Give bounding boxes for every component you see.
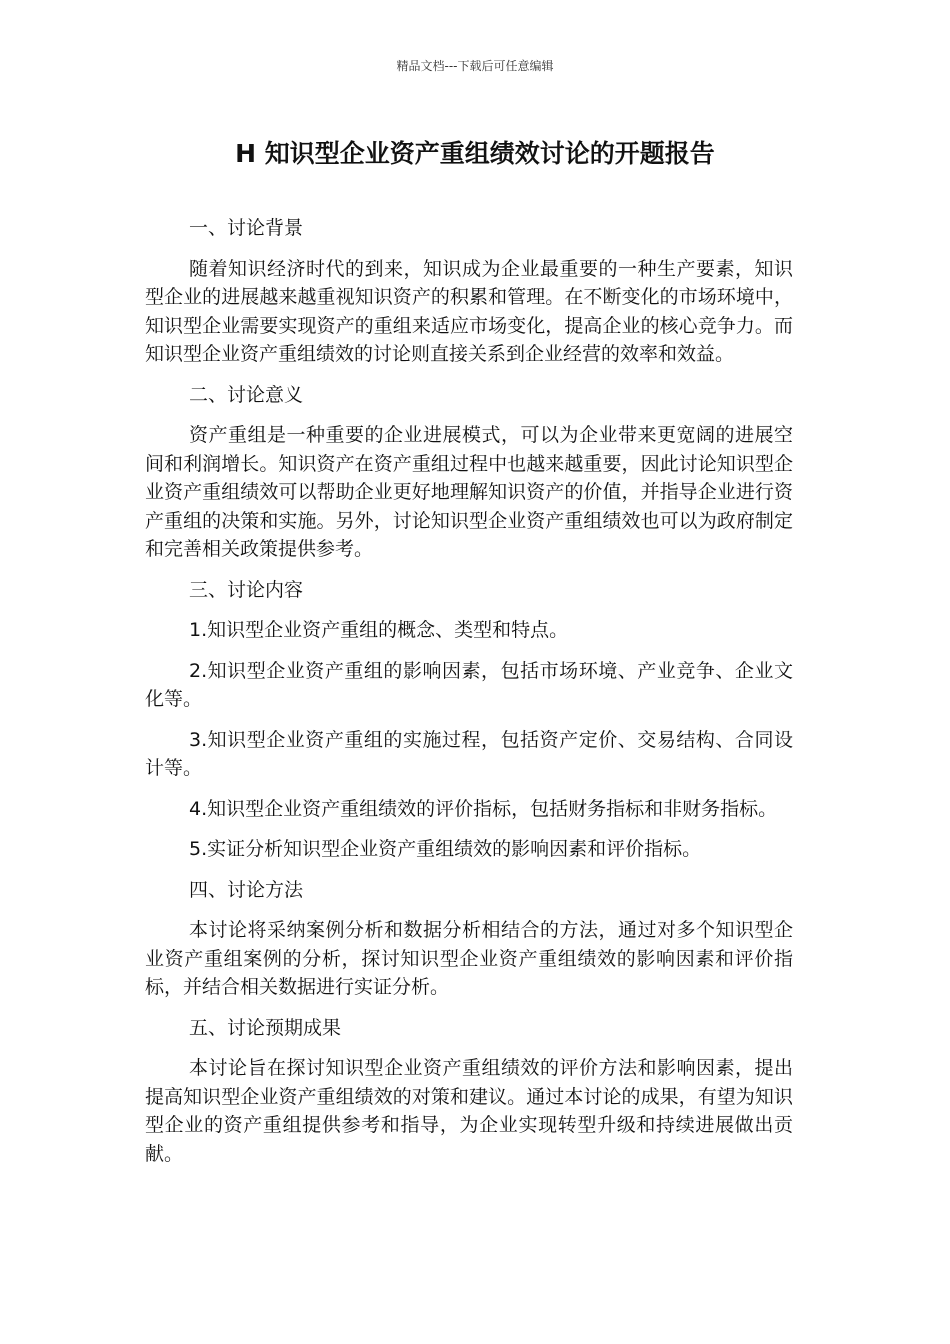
paragraph-background: 随着知识经济时代的到来，知识成为企业最重要的一种生产要素，知识型企业的进展越来越重视知识资产的积累和管理。在不断变化的市场环境中，知识型企业需要实现资产的重组来适应市场变化，提高企业的核心竞争力。而知识型企业资产重组绩效的讨论则直接关系到企业经营的效率和效益。 [145,257,793,365]
header-note: 精品文档---下载后可任意编辑 [396,59,554,73]
section-heading-content: 三、讨论内容 [189,578,304,601]
content-item-2: 2.知识型企业资产重组的影响因素，包括市场环境、产业竞争、企业文化等。 [145,659,793,710]
section-heading-background: 一、讨论背景 [189,217,304,239]
paragraph-expected-results: 本讨论旨在探讨知识型企业资产重组绩效的评价方法和影响因素，提出提高知识型企业资产重组绩效的对策和建议。通过本讨论的成果，有望为知识型企业的资产重组提供参考和指导，为企业实现转型升级和持续进展做出贡献。 [145,1057,793,1165]
paragraph-method: 本讨论将采纳案例分析和数据分析相结合的方法，通过对多个知识型企业资产重组案例的分析，探讨知识型企业资产重组绩效的影响因素和评价指标，并结合相关数据进行实证分析。 [145,919,793,998]
document-body [145,214,793,1180]
section-heading-significance: 二、讨论意义 [189,383,304,406]
section-heading-expected-results: 五、讨论预期成果 [189,1016,342,1039]
content-item-3: 3.知识型企业资产重组的实施过程，包括资产定价、交易结构、合同设计等。 [145,728,793,779]
content-item-5: 5.实证分析知识型企业资产重组绩效的影响因素和评价指标。 [189,838,702,860]
paragraph-significance: 资产重组是一种重要的企业进展模式，可以为企业带来更宽阔的进展空间和利润增长。知识资产在资产重组过程中也越来越重要，因此讨论知识型企业资产重组绩效可以帮助企业更好地理解知识资产的价值，并指导企业进行资产重组的决策和实施。另外，讨论知识型企业资产重组绩效也可以为政府制定和完善相关政策提供参考。 [145,424,793,560]
section-heading-method: 四、讨论方法 [189,878,304,901]
content-item-4: 4.知识型企业资产重组绩效的评价指标，包括财务指标和非财务指标。 [189,797,778,820]
document-title: H 知识型企业资产重组绩效讨论的开题报告 [235,139,715,168]
content-item-1: 1.知识型企业资产重组的概念、类型和特点。 [189,619,569,641]
